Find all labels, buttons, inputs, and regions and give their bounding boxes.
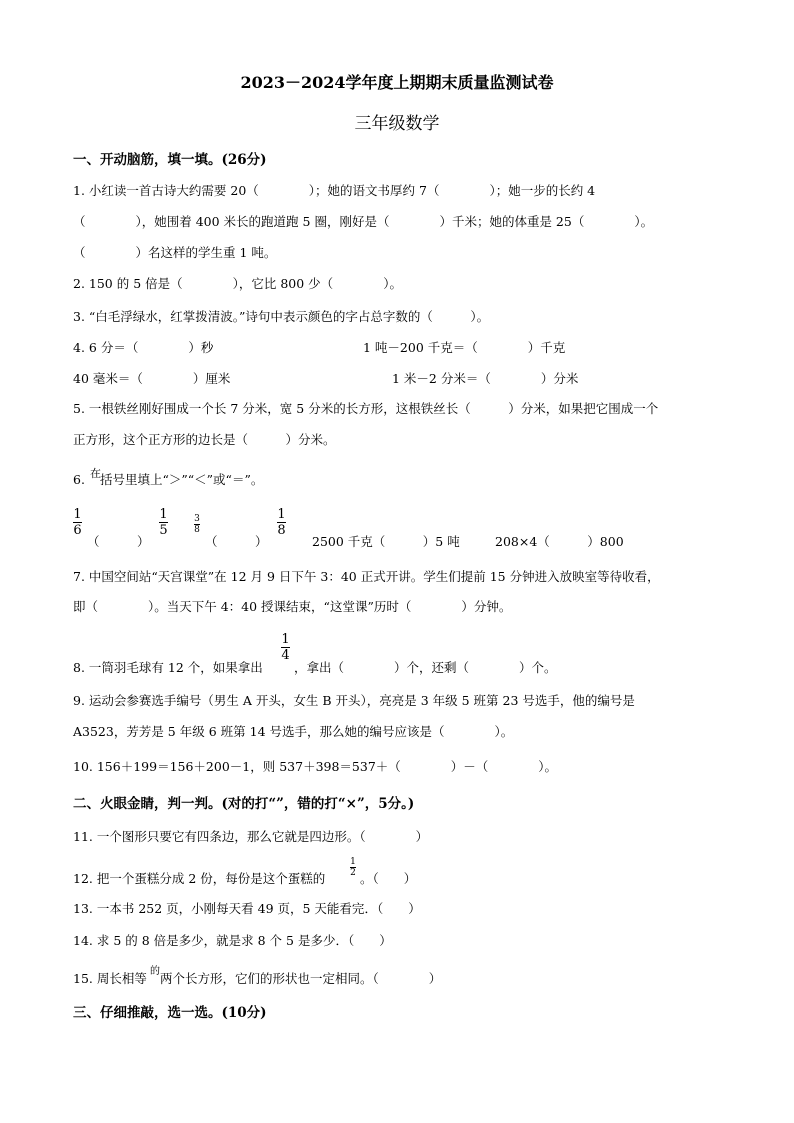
- q1-line-2: （ ），她围着 400 米长的跑道跑 5 圈，刚好是（ ）千米；她的体重是 25（ ）。: [73, 214, 654, 229]
- q12-part-1: 12. 把一个蛋糕分成 2 份，每份是这个蛋糕的: [73, 871, 326, 886]
- q15-part-2: 两个长方形，它们的形状也一定相同。（ ）: [160, 971, 442, 986]
- q2: 2. 150 的 5 倍是（ ），它比 800 少（ ）。: [73, 276, 402, 291]
- q6-insert-char: 在: [90, 467, 101, 480]
- exam-title: 2023－2024学年度上期期末质量监测试卷: [240, 73, 554, 92]
- numerator: 1: [350, 857, 356, 867]
- fraction-1-4: [281, 632, 290, 663]
- q6-blank-1: （ ）: [87, 534, 150, 549]
- fraction-3-8: [194, 514, 200, 535]
- q4-item-c: 40 毫米＝（ ）厘米: [73, 371, 231, 386]
- numerator: 1: [73, 507, 82, 522]
- denominator: 8: [194, 525, 200, 535]
- denominator: 4: [281, 648, 290, 663]
- q15-insert-char: 的: [150, 966, 160, 977]
- q6-number: 6.: [73, 472, 85, 487]
- numerator: 1: [277, 507, 286, 522]
- fraction-1-5: [159, 507, 168, 538]
- q8-part-2: ，拿出（ ）个，还剩（ ）个。: [294, 660, 557, 675]
- section-3-heading: 三、仔细推敲，选一选。(10分): [73, 1005, 267, 1021]
- q4-item-b: 1 吨－200 千克＝（ ）千克: [363, 340, 566, 355]
- exam-subtitle: 三年级数学: [354, 114, 440, 134]
- q10: 10. 156＋199＝156＋200－1，则 537＋398＝537＋（ ）－（ ）。: [73, 759, 558, 774]
- q7-line-1: 7. 中国空间站“天宫课堂”在 12 月 9 日下午 3：40 正式开讲。学生们提前 15 分钟进入放映室等待收看，: [73, 569, 660, 584]
- q3: 3. “白毛浮绿水，红掌拨清波。”诗句中表示颜色的字占总字数的（ ）。: [73, 309, 490, 324]
- q9-line-2: A3523，芳芳是 5 年级 6 班第 14 号选手，那么她的编号应该是（ ）。: [73, 724, 514, 739]
- q5-line-2: 正方形，这个正方形的边长是（ ）分米。: [73, 432, 336, 447]
- q11: 11. 一个图形只要它有四条边，那么它就是四边形。（ ）: [73, 829, 429, 844]
- q15-part-1: 15. 周长相等: [73, 971, 147, 986]
- section-2-heading: 二、火眼金睛，判一判。(对的打“”，错的打“×”，5分。): [73, 796, 415, 812]
- fraction-1-6: [73, 507, 82, 538]
- denominator: 2: [350, 868, 356, 878]
- numerator: 1: [281, 632, 290, 647]
- denominator: 6: [73, 523, 82, 538]
- section-1-heading: 一、开动脑筋，填一填。(26分): [73, 152, 267, 168]
- denominator: 8: [277, 523, 286, 538]
- q13: 13. 一本书 252 页，小刚每天看 49 页，5 天能看完．（ ）: [73, 901, 421, 916]
- q6-compare-weight: 2500 千克（ ）5 吨: [312, 534, 460, 549]
- q5-line-1: 5. 一根铁丝刚好围成一个长 7 分米，宽 5 分米的长方形，这根铁丝长（ ）分米，如果把它围成一个: [73, 401, 659, 416]
- q6-compare-product: 208×4（ ）800: [495, 534, 624, 549]
- numerator: 1: [159, 507, 168, 522]
- q8-part-1: 8. 一筒羽毛球有 12 个，如果拿出: [73, 660, 263, 675]
- numerator: 3: [194, 514, 200, 524]
- q6-blank-2: （ ）: [205, 534, 268, 549]
- q12-part-2: 。（ ）: [360, 871, 417, 886]
- q1-line-3: （ ）名这样的学生重 1 吨。: [73, 245, 277, 260]
- q14: 14. 求 5 的 8 倍是多少，就是求 8 个 5 是多少．（ ）: [73, 933, 392, 948]
- q6-instruction: 括号里填上“＞”“＜”或“＝”。: [100, 472, 264, 487]
- q4-item-a: 4. 6 分＝（ ）秒: [73, 340, 214, 355]
- q4-item-d: 1 米－2 分米＝（ ）分米: [392, 371, 579, 386]
- fraction-1-8: [277, 507, 286, 538]
- q7-line-2: 即（ ）。当天下午 4：40 授课结束，“这堂课”历时（ ）分钟。: [73, 599, 512, 614]
- q9-line-1: 9. 运动会参赛选手编号（男生 A 开头，女生 B 开头），亮亮是 3 年级 5 班第 23 号选手，他的编号是: [73, 693, 635, 708]
- fraction-1-2: [350, 857, 356, 878]
- denominator: 5: [159, 523, 168, 538]
- q1-line-1: 1. 小红读一首古诗大约需要 20（ ）；她的语文书厚约 7（ ）；她一步的长约 4: [73, 183, 596, 198]
